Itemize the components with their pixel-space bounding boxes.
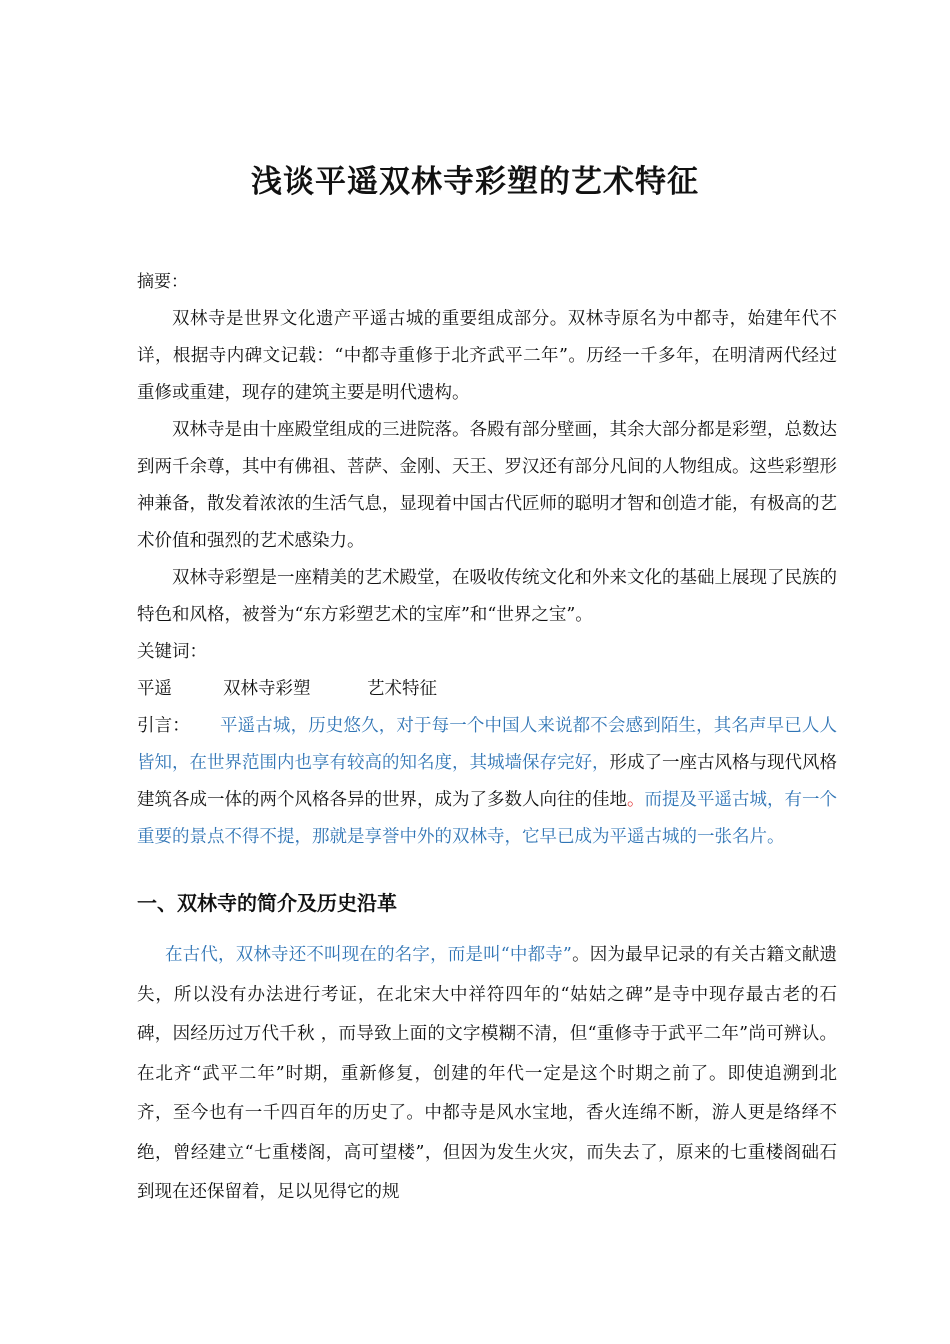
section-text: 。因为最早记录的有关古籍文献遗失，所以没有办法进行考证，在北宋大中祥符四年的“姑姑之碑”是寺中现存最古老的石碑，因经历过万代千秋 ，而导致上面的文字模糊不清，但“重修寺于武平二年”尚可辨认。在北齐“武平二年”时期，重新修复，创建的年代一定是这个时期之前了。即使追溯到北齐，至今也有一千四百年的历史了。中都寺是风水宝地，香火连绵不断，游人更是络绎不绝，曾经建立“七重楼阁，高可望楼”，但因为发生火灾，而失去了，原来的七重楼阁础石到现在还保留着，足以见得它的规: [137, 945, 837, 1202]
document-title: 浅谈平遥双林寺彩塑的艺术特征: [251, 164, 699, 200]
intro-text-highlight: 而提及平遥古城，有一个重要的景点不得不提，那就是享誉中外的双林寺，它早已成为平遥古城的一张名片。: [137, 790, 837, 847]
abstract-label: 摘要：: [137, 272, 188, 292]
section-heading: 一、双林寺的简介及历史沿革: [137, 891, 397, 915]
keywords-label: 关键词：: [137, 642, 207, 662]
abstract-paragraph: 双林寺是由十座殿堂组成的三进院落。各殿有部分壁画，其余大部分都是彩塑，总数达到两千余尊，其中有佛祖、菩萨、金刚、天王、罗汉还有部分凡间的人物组成。这些彩塑形神兼备，散发着浓浓的生活气息，显现着中国古代匠师的聪明才智和创造才能，有极高的艺术价值和强烈的艺术感染力。: [137, 420, 837, 551]
keywords-list: [137, 671, 837, 708]
section-paragraph: [137, 936, 837, 1213]
abstract-paragraph: 双林寺是世界文化遗产平遥古城的重要组成部分。双林寺原名为中都寺，始建年代不详，根据寺内碑文记载：“中都寺重修于北齐武平二年”。历经一千多年，在明清两代经过重修或重建，现存的建筑主要是明代遗构。: [137, 309, 837, 403]
keyword-item: 艺术特征: [367, 679, 437, 699]
intro-paragraph: [137, 708, 837, 856]
document-body: [137, 264, 837, 1213]
intro-label: 引言：: [137, 716, 190, 736]
intro-red-mark: 。: [627, 790, 645, 810]
intro-text: 形成了一座古风格与现代风格建筑各成一体的两个风格各异的世界，成为了多数人向往的佳地: [137, 753, 837, 810]
abstract-paragraph: 双林寺彩塑是一座精美的艺术殿堂，在吸收传统文化和外来文化的基础上展现了民族的特色和风格，被誉为“东方彩塑艺术的宝库”和“世界之宝”。: [137, 568, 837, 625]
intro-text-highlight: 平遥古城，历史悠久，对于每一个中国人来说都不会感到陌生，其名声早已人人皆知，在世界范围内也享有较高的知名度，其城墙保存完好，: [137, 716, 838, 773]
keyword-item: 双林寺彩塑: [223, 679, 311, 699]
keyword-item: 平遥: [137, 679, 172, 699]
section-text-highlight: 在古代，双林寺还不叫现在的名字，而是叫“中都寺”: [165, 945, 572, 965]
